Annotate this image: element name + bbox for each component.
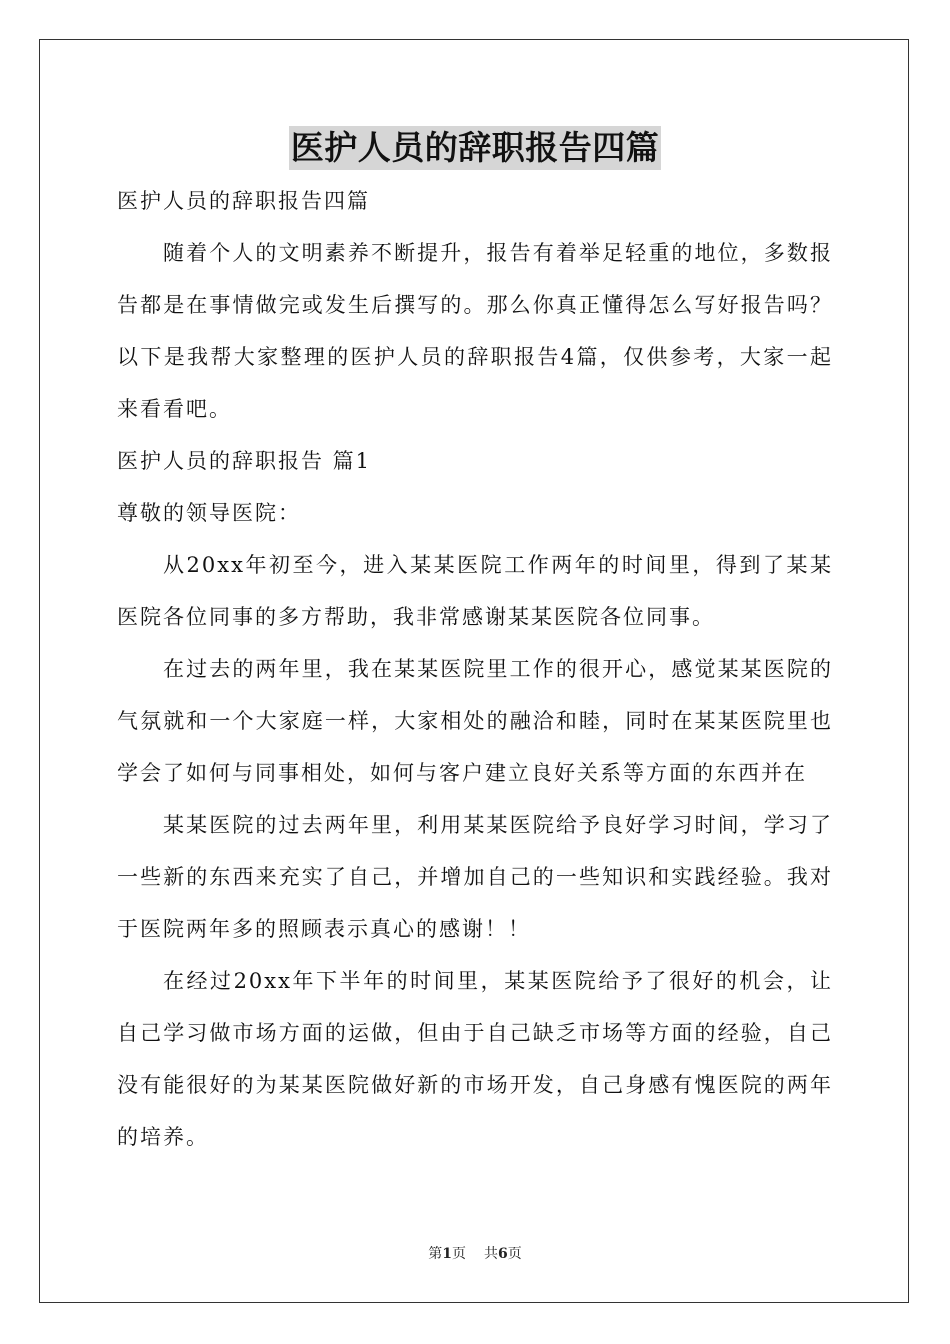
total-pages: 6 <box>498 1246 508 1262</box>
body-paragraph: 某某医院的过去两年里，利用某某医院给予良好学习时间，学习了一些新的东西来充实了自己，并增加自己的一些知识和实践经验。我对于医院两年多的照顾表示真心的感谢！！ <box>117 813 833 941</box>
document-subtitle: 医护人员的辞职报告四篇 <box>117 189 370 213</box>
body-paragraph: 在过去的两年里，我在某某医院里工作的很开心，感觉某某医院的气氛就和一个大家庭一样，大家相处的融洽和睦，同时在某某医院里也学会了如何与同事相处，如何与客户建立良好关系等方面的东西并在 <box>117 657 833 785</box>
page-footer <box>0 1244 950 1264</box>
section-heading: 医护人员的辞职报告 篇1 <box>117 449 372 473</box>
document-body <box>117 175 833 1163</box>
salutation: 尊敬的领导医院： <box>117 501 301 525</box>
document-title: 医护人员的辞职报告四篇 <box>289 126 662 170</box>
total-prefix: 共 <box>484 1246 498 1262</box>
total-suffix: 页 <box>507 1246 522 1262</box>
intro-paragraph: 随着个人的文明素养不断提升，报告有着举足轻重的地位，多数报告都是在事情做完或发生后撰写的。那么你真正懂得怎么写好报告吗？以下是我帮大家整理的医护人员的辞职报告4篇，仅供参考，大家一起来看看吧。 <box>117 241 833 421</box>
body-paragraph: 从20xx年初至今，进入某某医院工作两年的时间里，得到了某某医院各位同事的多方帮助，我非常感谢某某医院各位同事。 <box>117 553 833 629</box>
page-number: 1 <box>442 1246 452 1262</box>
body-paragraph: 在经过20xx年下半年的时间里，某某医院给予了很好的机会，让自己学习做市场方面的运做，但由于自己缺乏市场等方面的经验，自己没有能很好的为某某医院做好新的市场开发，自己身感有愧医院的两年的培养。 <box>117 969 833 1149</box>
page-suffix: 页 <box>452 1246 466 1262</box>
title-area <box>0 126 950 170</box>
page-prefix: 第 <box>428 1246 443 1262</box>
